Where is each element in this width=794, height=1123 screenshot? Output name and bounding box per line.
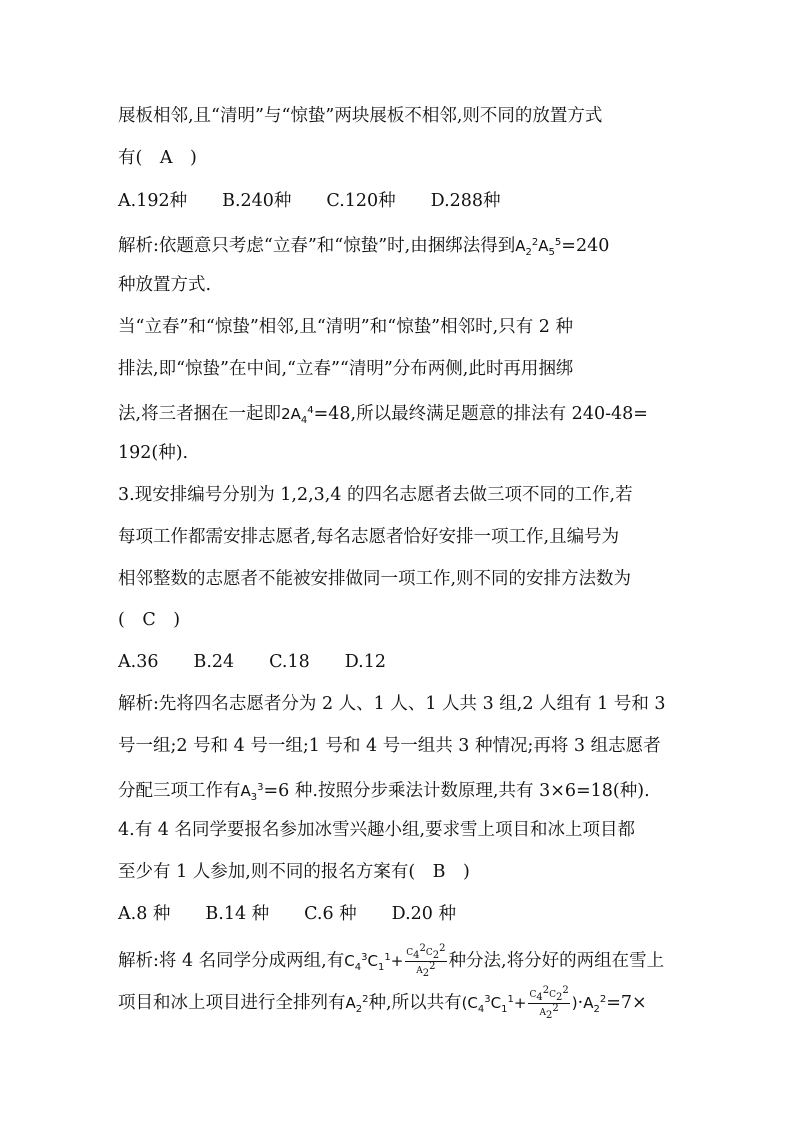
text-line xyxy=(118,399,648,433)
options-line: A.36 B.24 C.18 D.12 xyxy=(118,652,386,672)
text-segment: 解析:将 4 名同学分成两组,有 xyxy=(118,950,345,971)
combination-expression: ($C_4^3C_1^1+$ xyxy=(461,993,527,1015)
fraction: $\frac{C_4^2C_2^2}{A_2^2}$ xyxy=(529,985,569,1021)
text-line: 每项工作都需安排志愿者,每名志愿者恰好安排一项工作,且编号为 xyxy=(118,527,620,547)
text-segment: 分配三项工作有 xyxy=(118,781,241,801)
text-line: 种放置方式. xyxy=(118,275,212,295)
text-line: 当“立春”和“惊蛰”相邻,且“清明”和“惊蛰”相邻时,只有 2 种 xyxy=(118,317,573,337)
text-segment: 法,将三者捆在一起即 xyxy=(118,404,282,424)
solution-line xyxy=(118,231,609,265)
multiply-dot: · xyxy=(577,992,584,1013)
text-line: 192(种). xyxy=(118,443,189,463)
question-line: 3.现安排编号分别为 1,2,3,4 的四名志愿者去做三项不同的工作,若 xyxy=(118,485,633,505)
paren-close: ) xyxy=(571,993,578,1012)
text-line: 相邻整数的志愿者不能被安排做同一项工作,则不同的安排方法数为 xyxy=(118,569,632,589)
text-segment: =6 种.按照分步乘法计数原理,共有 3×6=18(种). xyxy=(263,781,650,801)
text-segment: 种,所以共有 xyxy=(368,992,462,1013)
text-line: 展板相邻,且“清明”与“惊蛰”两块展板不相邻,则不同的放置方式 xyxy=(118,106,603,126)
options-line: A.192种 B.240种 C.120种 D.288种 xyxy=(118,191,501,211)
text-line: 号一组;2 号和 4 号一组;1 号和 4 号一组共 3 种情况;再将 3 组志愿者 xyxy=(118,736,661,756)
result-value: =240 xyxy=(561,236,610,256)
permutation-expression: $A_2^2A_5^5$ xyxy=(515,237,562,258)
combination-expression: $C_4^3C_1^1+$ xyxy=(344,951,404,973)
options-line: A.8 种 B.14 种 C.6 种 D.20 种 xyxy=(118,904,456,924)
text-line xyxy=(118,776,650,810)
text-line: 排法,即“惊蛰”在中间,“立春”“清明”分布两侧,此时再用捆绑 xyxy=(118,359,574,379)
permutation-expression: $A_2^2$ xyxy=(345,993,369,1015)
text-segment: 项目和冰上项目进行全排列有 xyxy=(118,992,346,1013)
fraction: $\frac{C_4^2C_2^2}{A_2^2}$ xyxy=(406,943,446,979)
question-line: 4.有 4 名同学要报名参加冰雪兴趣小组,要求雪上项目和冰上项目都 xyxy=(118,820,636,840)
text-segment: 种分法,将分好的两组在雪上 xyxy=(448,950,665,971)
text-segment: =7× xyxy=(606,992,647,1013)
solution-line: 解析:先将四名志愿者分为 2 人、1 人、1 人共 3 组,2 人组有 1 号和 3 xyxy=(118,694,666,714)
text-line: 有( A ) xyxy=(118,148,197,168)
permutation-expression: $A_3^3$ xyxy=(240,782,264,803)
solution-text: 解析:依题意只考虑“立春”和“惊蛰”时,由捆绑法得到 xyxy=(118,236,516,256)
solution-line xyxy=(118,944,664,980)
permutation-expression: $2A_4^4$ xyxy=(281,405,314,426)
text-segment: =48,所以最终满足题意的排法有 240-48= xyxy=(313,404,648,424)
text-line: 至少有 1 人参加,则不同的报名方案有( B ) xyxy=(118,862,470,882)
permutation-expression: $A_2^2$ xyxy=(583,993,607,1015)
text-line xyxy=(118,986,647,1022)
answer-line: ( C ) xyxy=(118,610,181,630)
